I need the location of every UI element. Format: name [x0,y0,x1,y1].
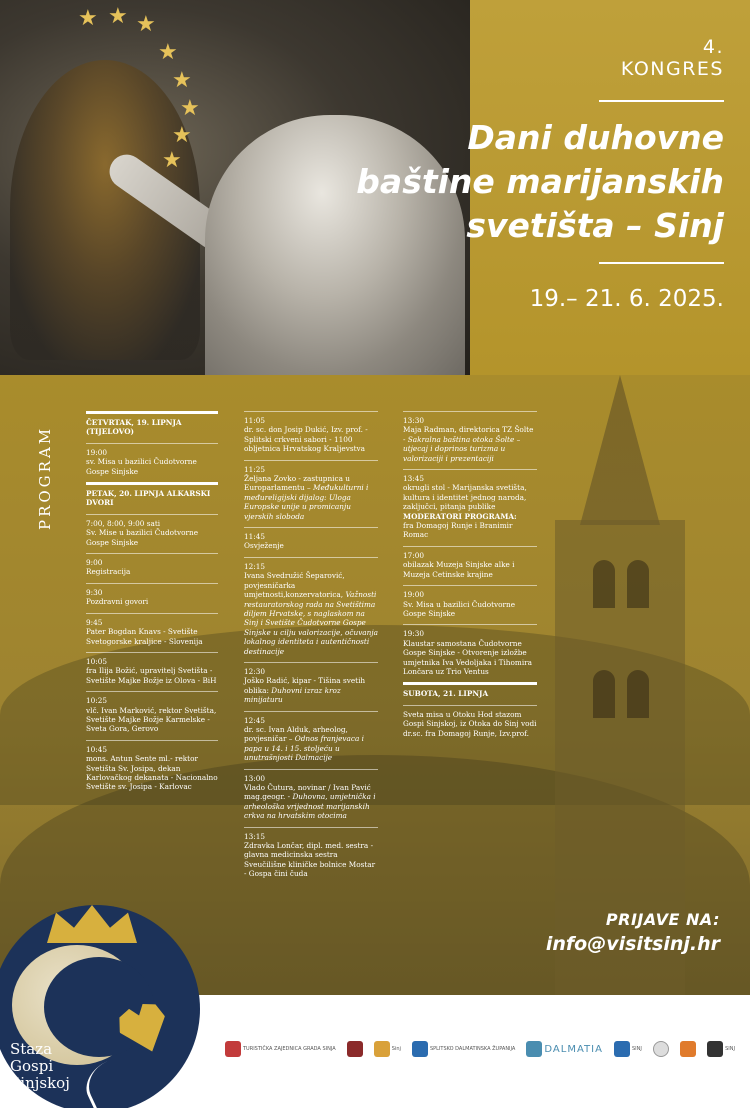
crown-icon [47,905,137,943]
star-icon: ★ [136,12,156,37]
sponsor-logo [374,1041,401,1057]
program-topic: Važnosti restauratorskog rada na Svetištima diljem Hrvatske, s naglaskom na Sinj i Svetište Čudotvorne Gospe Sinjske u cilju valorizacije, očuvanja lokalnog identiteta i autentičnosti destinacije [244,590,378,656]
program-text: Pozdravni govori [86,597,149,607]
program-column-3 [403,411,537,744]
moderators-names: fra Domagoj Runje i Branimir Romac [403,521,513,540]
tower-window [627,560,649,608]
day-heading: ČETVRTAK, 19. LIPNJA (TIJELOVO) [86,411,218,443]
star-icon: ★ [162,148,182,173]
program-time: 19:30 [403,629,425,639]
sponsor-label: SPLITSKO DALMATINSKA ŽUPANIJA [429,1046,516,1052]
program-text: mons. Antun Sente ml.- rektor Svetišta Sv. Josipa, dekan Karlovačkog dekanata - Nacionalno Svetište sv. Josipa - Karlovac [86,754,218,792]
day-heading: SUBOTA, 21. LIPNJA [403,682,537,704]
sponsor-logo [653,1041,669,1057]
page-title [354,116,724,248]
program-item [86,553,218,583]
sinjska-logo-icon [374,1041,390,1057]
program-text: Vlado Čutura, novinar / Ivan Pavić mag.geogr. - [244,783,371,802]
program-time: 11:25 [244,464,266,474]
program-text: Sv. Misa u bazilici Čudotvorne Gospe Sinjske [403,599,516,618]
program-topic: Duhovni izraz kroz minijaturu [244,685,341,705]
sponsor-logo [225,1041,336,1057]
hero-banner [0,0,750,375]
program-item [403,624,537,682]
program-topic: Međukulturni i međureligijski dijalog: Uloga Europske unije u promicanju vjerskih sloboda [244,483,369,521]
badge-line: Sinjskoj [10,1074,70,1092]
program-text: Ivana Svedružić Šeparović, povjesničarka umjetnosti,konzervatorica, [244,571,345,600]
program-text: Zdravka Lončar, dipl. med. sestra - glavna medicinska sestra Sveučilišne kliničke bolnice Mostar - Gospa čini čuda [244,841,376,879]
bell-tower-image [555,375,685,995]
program-time: 9:45 [86,617,103,627]
star-icon: ★ [108,4,128,29]
program-item [86,691,218,740]
sponsor-logo [347,1041,363,1057]
star-icon: ★ [172,68,192,93]
program-time: 11:45 [244,532,266,542]
program-item [86,740,218,798]
title-line: svetišta – Sinj [466,206,724,245]
sponsor-logo [526,1041,603,1057]
alka-logo-icon [707,1041,723,1057]
program-text: Sv. Mise u bazilici Čudotvorne Gospe Sinjske [86,528,199,547]
program-text: Klaustar samostana Čudotvorne Gospe Sinjske - Otvorenje izložbe umjetnika Iva Vedoljaka i Tihomira Lončara uz Trio Ventus [403,638,532,676]
program-text: dr. sc. Ivan Alduk, arheolog, povjesničar – [244,724,348,744]
program-item [244,769,378,827]
registration-info [546,910,720,955]
program-time: 13:15 [244,831,266,841]
event-dates: 19.– 21. 6. 2025. [529,286,724,312]
badge-text [10,1041,70,1092]
star-icon: ★ [172,123,192,148]
program-item [86,514,218,553]
sponsor-logo [680,1041,696,1057]
program-section [0,375,750,995]
program-topic: Duhovna, umjetnička i arheološka vrijednost marijanskih crkva na hrvatskim otocima [244,792,376,821]
program-item [403,546,537,585]
program-text: Registracija [86,567,131,577]
program-item [86,652,218,691]
star-icon: ★ [78,6,98,31]
program-item [403,469,537,546]
title-line: baštine marijanskih [356,162,724,201]
program-time: 13:45 [403,474,425,484]
sponsor-logo [614,1041,642,1057]
program-topic: Sakralna baština otoka Šolte – utjecaj i doprinos turizma u valorizaciji i prezentaciji [403,434,521,463]
sponsor-logo [412,1041,515,1057]
sponsor-label: TURISTIČKA ZAJEDNICA GRADA SINJA [243,1046,336,1052]
tower-window [593,670,615,718]
program-text: sv. Misa u bazilici Čudotvorne Gospe Sinjske [86,457,197,476]
staza-gospi-sinjskoj-logo [0,905,200,1108]
program-time: 10:45 [86,744,108,754]
registration-label: PRIJAVE NA: [605,910,720,929]
county-logo-icon [412,1041,428,1057]
program-time: 12:15 [244,561,266,571]
program-time: 13:30 [403,416,425,425]
day-heading: PETAK, 20. LIPNJA ALKARSKI DVORI [86,482,218,514]
program-item [244,527,378,557]
program-time: 10:05 [86,656,108,666]
program-time: 11:05 [244,416,266,425]
sponsor-label: Sinj [391,1046,401,1052]
program-topic: Odnos franjevaca i papa u 14. i 15. stoljeću u unutrašnjosti Dalmacije [244,734,364,763]
program-text: Pater Bogdan Knavs - Svetište Svetogorske kraljice - Slovenija [86,627,203,646]
congress-number: 4. KONGRES [599,36,724,102]
tower-window [593,560,615,608]
tower-window [627,670,649,718]
program-text: okrugli stol - Marijanska svetišta, kultura i identitet jednog naroda, zaključci, pitanja publike [403,483,527,512]
star-icon: ★ [158,40,178,65]
program-column-1 [86,411,218,798]
title-line: Dani duhovne [467,118,724,157]
star-icon: ★ [180,96,200,121]
program-time: 17:00 [403,550,425,560]
program-label: PROGRAM [36,425,54,530]
badge-line: Staza [10,1040,53,1058]
program-item [244,662,378,711]
divider [599,262,724,264]
tower-spire [580,375,660,525]
sponsor-label: SINJ [725,1046,735,1052]
registration-email[interactable]: info@visitsinj.hr [545,933,720,955]
program-item [86,613,218,652]
colorful-logo-icon [680,1041,696,1057]
sponsor-label: SINJ [632,1046,642,1052]
sponsor-logos [225,1035,735,1063]
program-item [403,585,537,624]
program-item [86,583,218,613]
sponsor-logo [707,1041,735,1057]
program-item [244,411,378,460]
program-text: vlč. Ivan Marković, rektor Svetišta, Svetište Majke Božje Karmelske - Sveta Gora, Gerovo [86,705,217,734]
program-time: 19:00 [403,590,425,600]
hero-text [354,36,724,312]
program-item [86,443,218,482]
tz-split-dalmatia-logo-icon [225,1041,241,1057]
program-time: 7:00, 8:00, 9:00 sati [86,518,161,528]
dalmatia-logo-icon [526,1041,542,1057]
city-shield-logo-icon [614,1041,630,1057]
program-time: 12:45 [244,715,266,725]
program-item [403,411,537,469]
coat-of-arms-logo-icon [347,1041,363,1057]
program-item [403,705,537,744]
program-time: 10:25 [86,696,108,706]
program-text: Joško Radić, kipar - Tišina svetih oblika: [244,676,366,695]
sponsor-label: DALMATIA [544,1043,603,1055]
program-text: dr. sc. don Josip Dukić, Izv. prof. - Splitski crkveni sabori - 1100 obljetnica Hrvatskog Kraljevstva [244,425,368,454]
program-item [244,827,378,885]
program-item [244,711,378,769]
program-text: Osvježenje [244,541,284,551]
program-item [244,460,378,527]
program-time: 9:30 [86,587,103,597]
program-text: obilazak Muzeja Sinjske alke i Muzeja Cetinske krajine [403,560,515,579]
program-text: Maja Radman, direktorica TZ Šolte - [403,425,534,444]
program-time: 13:00 [244,773,266,783]
program-text: fra Ilija Božić, upravitelj Svetišta - Svetište Majke Božje iz Olova - BiH [86,666,217,685]
moderators-label: MODERATORI PROGRAMA: [403,511,517,521]
program-text: Sveta misa u Otoku Hod stazom Gospi Sinjskoj, iz Otoka do Sinj vodi dr.sc. fra Domagoj Runje, Izv.prof. [403,709,537,738]
program-time: 19:00 [86,447,108,457]
badge-line: Gospi [10,1057,54,1075]
program-text: Željana Zovko - zastupnica u Europarlamentu – [244,474,350,493]
program-time: 9:00 [86,558,103,568]
program-time: 12:30 [244,666,266,676]
seal-logo-icon [653,1041,669,1057]
program-column-2 [244,411,378,885]
program-item [244,557,378,662]
